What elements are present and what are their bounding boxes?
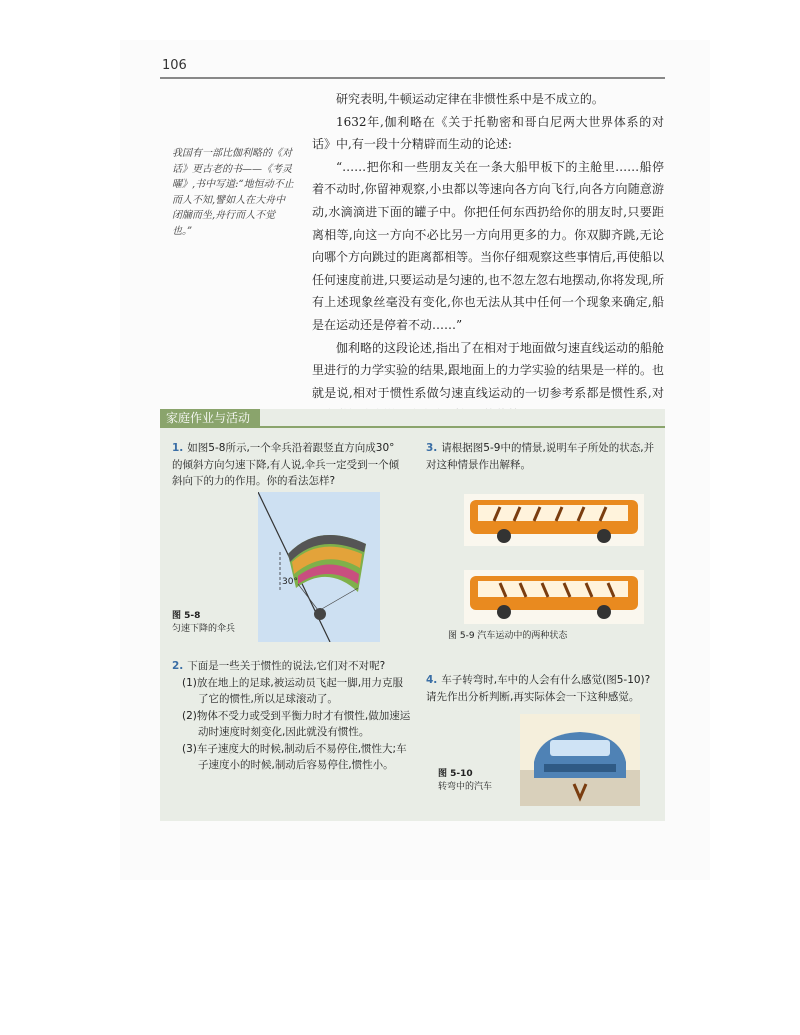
paragraph-galileo-quote: “……把你和一些朋友关在一条大船甲板下的主舱里……船停着不动时,你留神观察,小虫都以等速向各方向飞行,向各方向随意游动,水滴滴进下面的罐子中。你把任何东西扔给你的朋友时,只要距离相等,向这一方向不必比另一方向用更多的力。你双脚齐跳,无论向哪个方向跳过的距离都相等。当你仔细观察这些事情后,再使船以任何速度前进,只要运动是匀速的,也不忽左忽右地摆动,你将发现,所有上述现象丝毫没有变化,你也无法从其中任何一个现象来确定,船是在运动还是停着不动……” [312,159,664,332]
main-body-text [312,88,664,427]
paragraph-1: 研究表明,牛顿运动定律在非惯性系中是不成立的。 [336,92,604,106]
bus-wheel [597,529,611,543]
figure-5-10-caption [438,768,518,794]
bus-wheel [497,605,511,619]
question-number: 2. [172,660,184,672]
figure-5-8-caption [172,610,262,636]
parachutist-figure [314,608,326,620]
figure-id: 图 5-10 [438,769,473,779]
question-2-item-3: (3)车子速度大的时候,制动后不易停住,惯性大;车子速度小的时候,制动后容易停住,惯性小。 [182,742,407,771]
homework-section-title: 家庭作业与活动 [160,409,260,428]
paragraph-4: 伽利略的这段论述,指出了在相对于地面做匀速直线运动的船舱里进行的力学实验的结果,跟地面上的力学实验的结果是一样的。也就是说,相对于惯性系做匀速直线运动的一切参考系都是惯性系,对 [312,340,664,400]
figure-caption-text: 转弯中的汽车 [438,782,493,792]
figure-id: 图 5-8 [172,611,201,621]
figure-caption-text: 匀速下降的伞兵 [172,624,236,634]
bus-illustration-braking [464,570,644,624]
figure-5-9-bus-top [464,494,644,546]
header-rule [160,77,665,79]
turning-car-illustration [520,714,640,806]
figure-5-9-bus-bottom [464,570,644,624]
question-text: 下面是一些关于惯性的说法,它们对不对呢? [187,660,386,672]
question-text: 如图5-8所示,一个伞兵沿着跟竖直方向成30°的倾斜方向匀速下降,有人说,伞兵一定受到一个倾斜向下的力的作用。你的看法怎样? [172,442,400,487]
car-windshield [550,740,610,756]
parachute-illustration [258,492,380,642]
question-3 [426,440,656,473]
question-number: 4. [426,674,438,686]
paragraph-2: 1632年,伽利略在《关于托勒密和哥白尼两大世界体系的对话》中,有一段十分精辟而生动的论述: [312,114,664,152]
question-text: 请根据图5-9中的情景,说明车子所处的状态,并对这种情景作出解释。 [426,442,655,471]
figure-5-8-parachutist [258,492,380,642]
question-2 [172,658,412,774]
question-number: 3. [426,442,438,454]
bus-wheel [497,529,511,543]
car-grille [544,764,616,772]
page-number: 106 [162,58,187,73]
bus-wheel [597,605,611,619]
margin-note: 我国有一部比伽利略的《对话》更古老的书——《考灵曜》,书中写道:“地恒动不止而人不知,譬如人在大舟中闭牖而坐,舟行而人不觉也。” [172,148,294,237]
angle-label: 30° [282,577,298,587]
question-1 [172,440,400,490]
question-2-item-1: (1)放在地上的足球,被运动员飞起一脚,用力克服了它的惯性,所以足球滚动了。 [182,676,404,705]
homework-section-rule [260,426,665,428]
bus-illustration-accelerating [464,494,644,546]
question-4 [426,672,654,705]
suspension-line [298,584,318,610]
suspension-line [320,588,358,610]
figure-5-10-car [520,714,640,806]
question-text: 车子转弯时,车中的人会有什么感觉(图5-10)?请先作出分析判断,再实际体会一下这种感觉。 [426,674,651,703]
question-2-item-2: (2)物体不受力或受到平衡力时才有惯性,做加速运动时速度时刻变化,因此就没有惯性。 [182,709,411,738]
question-number: 1. [172,442,184,454]
figure-5-9-caption: 图 5-9 汽车运动中的两种状态 [448,631,568,641]
